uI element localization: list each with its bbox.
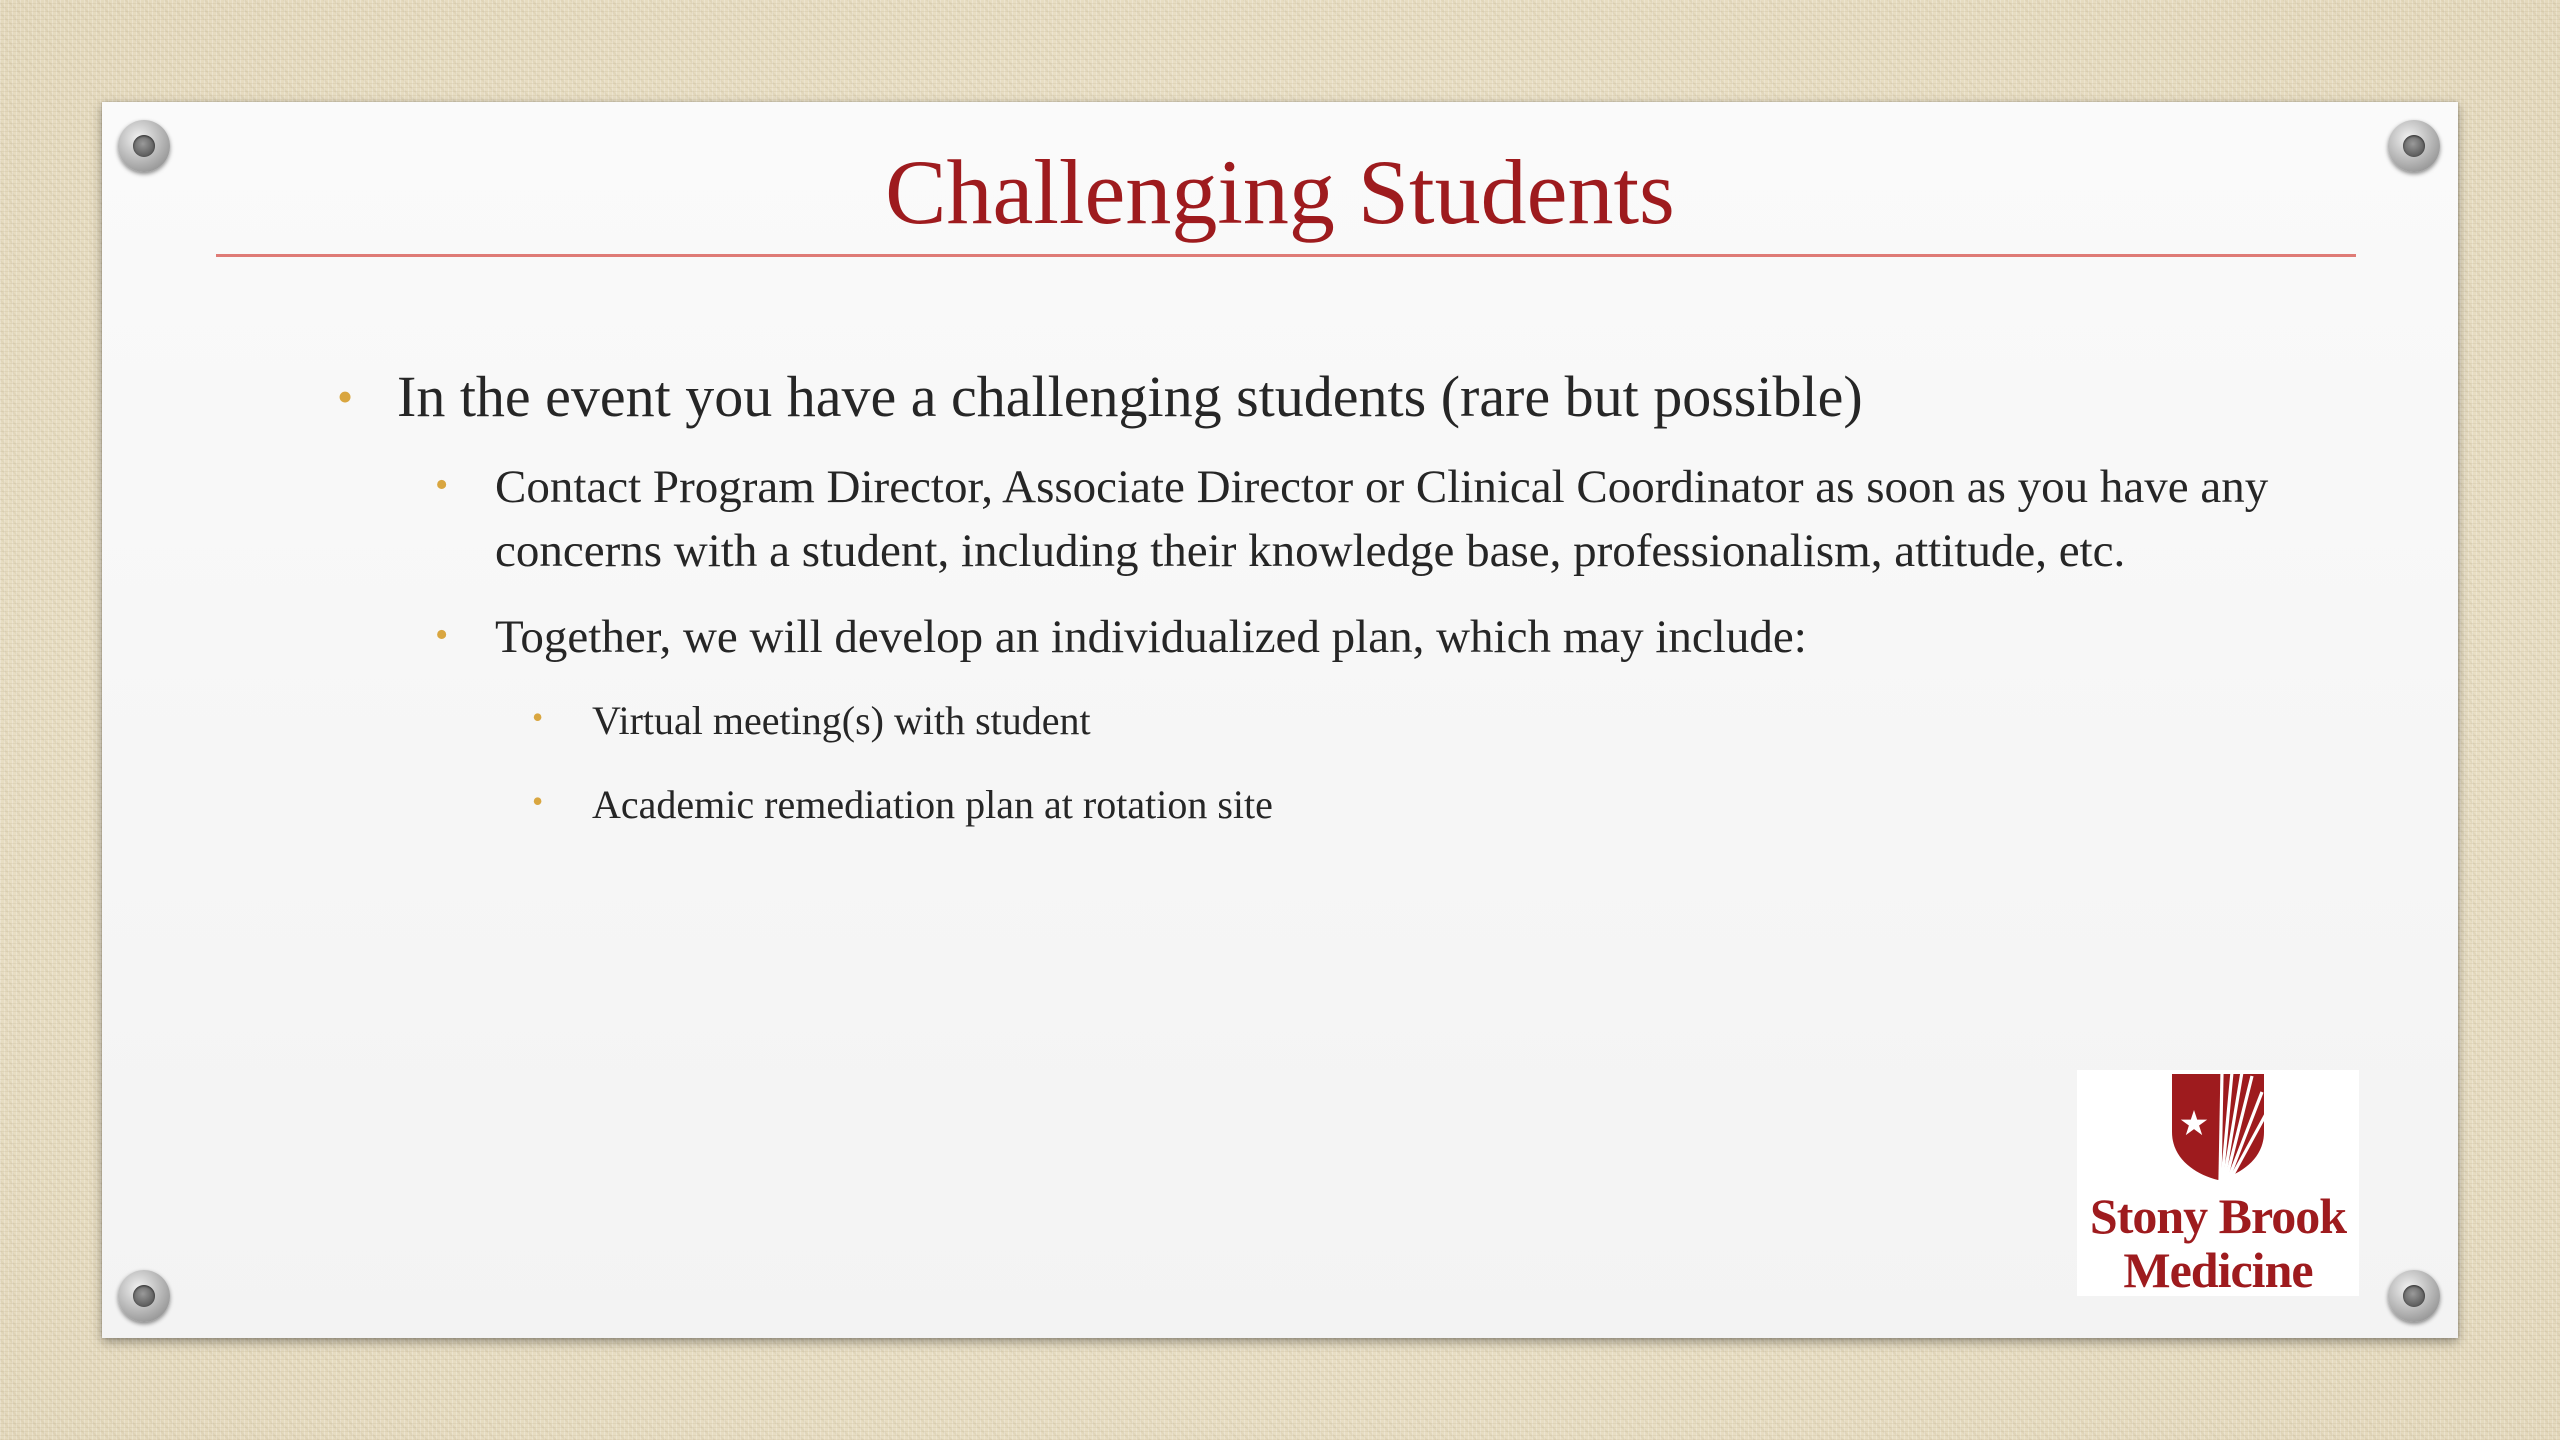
- logo-text-line1: Stony Brook: [2089, 1188, 2347, 1244]
- bullet-dot-icon: •: [435, 614, 449, 656]
- bullet-text: Contact Program Director, Associate Director or Clinical Coordinator as soon as you have any concerns with a student, including their knowledge base, professionalism, attitude, etc.: [495, 461, 2269, 577]
- bullet-dot-icon: •: [532, 699, 544, 735]
- bullet-dot-icon: •: [435, 464, 449, 506]
- bullet-text: In the event you have a challenging students (rare but possible): [397, 364, 1863, 429]
- bullet-text: Together, we will develop an individualized plan, which may include:: [495, 611, 1807, 663]
- sub-sub-bullet-item: [232, 691, 2382, 751]
- rivet-icon: [2388, 1270, 2440, 1322]
- bullet-dot-icon: •: [532, 783, 544, 819]
- bullet-text: Academic remediation plan at rotation site: [592, 782, 1273, 827]
- slide: [102, 102, 2458, 1338]
- rivet-icon: [118, 1270, 170, 1322]
- title-divider: [216, 254, 2356, 257]
- stony-brook-medicine-logo: [2077, 1070, 2359, 1296]
- bullet-text: Virtual meeting(s) with student: [592, 698, 1091, 743]
- bullet-dot-icon: •: [337, 371, 354, 422]
- sub-bullet-item: [232, 455, 2382, 583]
- slide-content: [232, 357, 2382, 859]
- sub-sub-bullet-item: [232, 775, 2382, 835]
- logo-text-line2: Medicine: [2123, 1242, 2313, 1298]
- slide-title: Challenging Students: [885, 141, 1675, 243]
- shield-logo-icon: [2170, 1070, 2266, 1182]
- sub-bullet-item: [232, 605, 2382, 669]
- bullet-item: [232, 357, 2382, 437]
